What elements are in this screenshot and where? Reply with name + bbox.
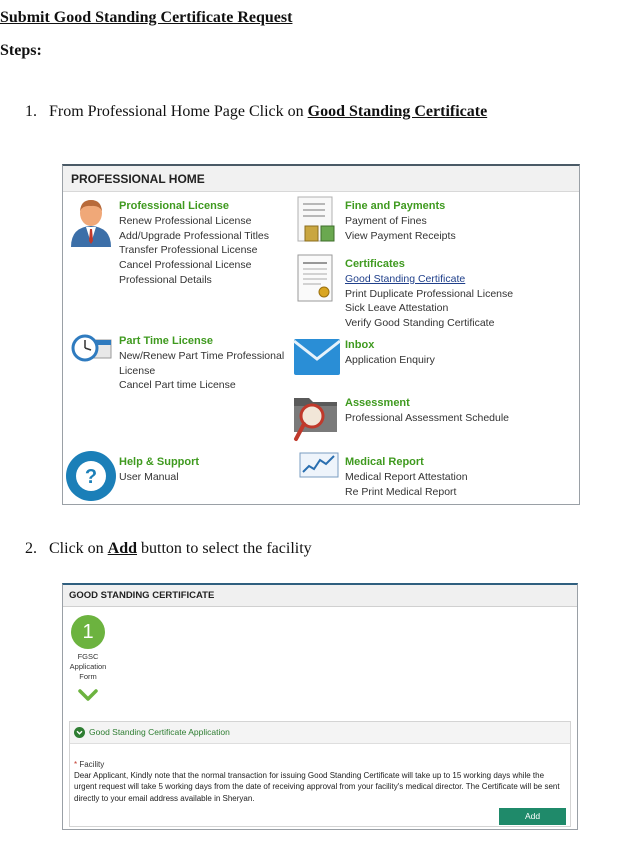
step-1-bold-text: Good Standing Certificate [307,103,488,120]
wizard-step-caption-line: Form [79,672,97,681]
cancel-part-time-link[interactable]: Cancel Part time License [119,379,236,392]
application-section [69,721,571,827]
professional-home-panel [62,164,580,505]
help-support-title: Help & Support [119,456,200,468]
medical-report-title: Medical Report [345,456,424,468]
step-1-text: From Professional Home Page Click on [49,103,308,120]
professional-avatar-icon [69,199,113,247]
view-payment-receipts-link[interactable]: View Payment Receipts [345,229,456,242]
steps-label: Steps: [0,42,42,59]
notice-text: Dear Applicant, Kindly note that the normal transaction for issuing Good Standing Certificate will take up to 15 working days while the urgent request will take 5 working days from the date of receiving approval from your facility's medical director. The Certificate will be sent directly to your email address available in Sheryan. [74,771,560,803]
wizard-step-caption [64,652,112,682]
certificate-icon [295,254,339,304]
required-marker: * [74,760,80,769]
certificates-title: Certificates [345,258,405,270]
part-time-license-title: Part Time License [119,335,213,347]
application-enquiry-link[interactable]: Application Enquiry [345,353,435,366]
print-duplicate-license-link[interactable]: Print Duplicate Professional License [345,287,514,300]
transfer-license-link[interactable]: Transfer Professional License [119,244,258,257]
sick-leave-attestation-link[interactable]: Sick Leave Attestation [345,302,449,315]
payment-of-fines-link[interactable]: Payment of Fines [345,214,427,227]
inbox-title: Inbox [345,339,375,351]
chevron-down-circle-icon [74,727,85,738]
assessment-title: Assessment [345,397,410,409]
step-2 [25,540,312,558]
user-manual-link[interactable]: User Manual [119,470,179,483]
wizard-step-number[interactable]: 1 [71,615,105,649]
svg-text:?: ? [84,466,98,488]
good-standing-panel [62,583,578,830]
assessment-schedule-link[interactable]: Professional Assessment Schedule [345,411,510,424]
step-1 [25,103,487,121]
professional-home-header: PROFESSIONAL HOME [63,166,579,192]
step-2-number: 2. [25,540,37,557]
document-title: Submit Good Standing Certificate Request [0,9,293,26]
medical-chart-icon [299,452,339,478]
clock-id-card-icon [71,334,113,366]
good-standing-certificate-link[interactable]: Good Standing Certificate [345,272,466,285]
fine-payments-title: Fine and Payments [345,200,446,212]
application-section-header[interactable] [70,722,570,744]
add-upgrade-titles-link[interactable]: Add/Upgrade Professional Titles [119,229,269,242]
wizard-step-caption-line: FGSC [77,652,99,661]
professional-license-title: Professional License [119,200,230,212]
renew-part-time-link-cont[interactable]: License [119,364,156,377]
medical-report-attestation-link[interactable]: Medical Report Attestation [345,470,468,483]
renew-license-link[interactable]: Renew Professional License [119,214,252,227]
payments-document-icon [295,196,339,246]
reprint-medical-report-link[interactable]: Re Print Medical Report [345,485,457,498]
facility-label-text: Facility [79,760,105,769]
step-2-bold-text: Add [107,540,138,557]
step-1-number: 1. [25,103,37,120]
good-standing-header: GOOD STANDING CERTIFICATE [63,585,577,607]
wizard-step-caption-line: Application [69,662,107,671]
cancel-license-link[interactable]: Cancel Professional License [119,259,252,272]
facility-label [74,760,104,769]
application-section-title: Good Standing Certificate Application [89,727,230,737]
chevron-down-icon [78,689,98,701]
renew-part-time-link[interactable]: New/Renew Part Time Professional [119,349,285,362]
envelope-icon [293,338,341,376]
step-2-text: Click on [49,540,108,557]
verify-good-standing-link[interactable]: Verify Good Standing Certificate [345,317,495,330]
help-question-icon [65,450,117,502]
add-button[interactable]: Add [499,808,566,825]
professional-details-link[interactable]: Professional Details [119,273,212,286]
step-2-text-suffix: button to select the facility [137,540,312,557]
folder-magnifier-icon [291,392,341,442]
